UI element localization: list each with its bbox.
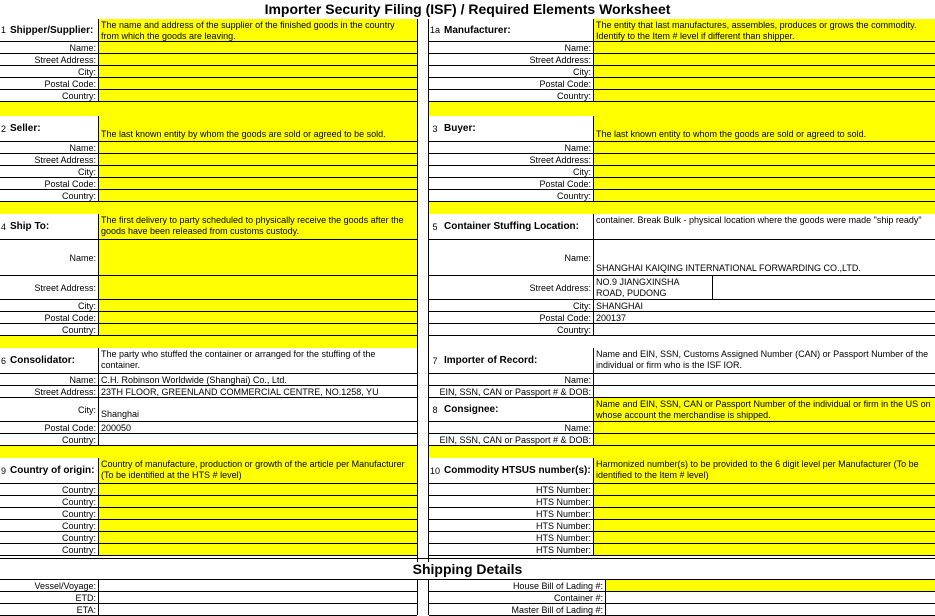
manufacturer-country-field[interactable] xyxy=(593,90,935,101)
origin-country-field-6[interactable] xyxy=(98,544,417,555)
importer-description: Name and EIN, SSN, Customs Assigned Number (CAN) or Passport Number of the individual or firm who is the ISF IOR. xyxy=(593,348,935,373)
consolidator-street-field[interactable]: 23TH FLOOR, GREENLAND COMMERCIAL CENTRE, NO.1258, YU xyxy=(98,386,417,397)
manufacturer-header: 1a Manufacturer: The entity that last manufactures, assembles, produces or grows the commodity. Identify to the Item # level if different than shipper. xyxy=(429,19,935,42)
buyer-description: The last known entity to whom the goods are sold or agreed to sold. xyxy=(593,116,935,141)
consolidator-description: The party who stuffed the container or arranged for the stuffing of the container. xyxy=(98,348,417,373)
ship-to-street-field[interactable] xyxy=(98,276,417,299)
stuffing-label: Container Stuffing Location: xyxy=(441,214,593,239)
seller-description: The last known entity by whom the goods are sold or agreed to be sold. xyxy=(98,116,417,141)
consignee-name-field[interactable] xyxy=(593,422,935,433)
importer-label: Importer of Record: xyxy=(441,348,593,373)
ship-to-country-field[interactable] xyxy=(98,324,417,335)
consolidator-city-field[interactable]: Shanghai xyxy=(98,398,417,421)
origin-country-field-3[interactable] xyxy=(98,508,417,519)
stuffing-postal-field[interactable]: 200137 xyxy=(593,312,935,323)
seller-city-field[interactable] xyxy=(98,166,417,177)
origin-country-field-2[interactable] xyxy=(98,496,417,507)
shipper-street-row: Street Address: xyxy=(0,54,417,66)
shipping-left: Vessel/Voyage: ETD: ETA: xyxy=(0,580,418,615)
stuffing-country-field[interactable] xyxy=(593,324,935,335)
stuffing-name-field[interactable]: SHANGHAI KAIQING INTERNATIONAL FORWARDING CO.,LTD. xyxy=(593,240,935,275)
manufacturer-label: Manufacturer: xyxy=(441,19,593,41)
shipper-city-row: City: xyxy=(0,66,417,78)
left-column: 1 Shipper/Supplier: The name and address of the supplier of the finished goods in the country from which the goods are leaving. Name: Street Address: City: Postal Code: Country: 2 Seller: The last known entity by whom the goods are sold or agreed to be sold. Name: Street Address: City: Postal Code: Country: 4 Ship To: The first delivery to party scheduled to physically receive the goods after the goods have been released from customs custody. Name: Street Address: City: Postal Code: Country: 6 Consolidator: The party who stuffed the container or arranged for the stuffing of the container. Name: C.H. Robinson Worldwide (Shanghai) Co., Ltd. Street Address: 23TH FLOOR, GREENLAND COMMERCIAL CENTRE, NO.1258, YU City: Shanghai Postal Code: 200050 Country: 9 Country of origin: Country of manufacture, production or growth of the article per Manufacturer (To be identified at the HTS # level) Country: Country: Country: Country: Country: Country: xyxy=(0,19,418,562)
seller-name-field[interactable] xyxy=(98,142,417,153)
stuffing-city-field[interactable]: SHANGHAI xyxy=(593,300,935,311)
seller-label: Seller: xyxy=(7,116,98,141)
section-number: 1 xyxy=(0,25,6,35)
origin-country-field-4[interactable] xyxy=(98,520,417,531)
seller-header: 2 Seller: The last known entity by whom the goods are sold or agreed to be sold. xyxy=(0,116,417,142)
shipper-name-row: Name: xyxy=(0,42,417,54)
master-bill-field[interactable] xyxy=(605,604,935,615)
consignee-description: Name and EIN, SSN, CAN or Passport Number of the individual or firm in the US on whose account the merchandise is shipped. xyxy=(593,398,935,421)
shipping-right: House Bill of Lading #: Container #: Master Bill of Lading #: xyxy=(428,580,935,615)
manufacturer-street-field[interactable] xyxy=(593,54,935,65)
importer-header: 7 Importer of Record: Name and EIN, SSN, Customs Assigned Number (CAN) or Passport Number of the individual or firm who is the ISF IOR. xyxy=(429,348,935,374)
origin-description: Country of manufacture, production or growth of the article per Manufacturer (To be identified at the HTS # level) xyxy=(98,458,417,483)
origin-country-field-5[interactable] xyxy=(98,532,417,543)
consolidator-name-field[interactable]: C.H. Robinson Worldwide (Shanghai) Co., Ltd. xyxy=(98,374,417,385)
eta-field[interactable] xyxy=(98,604,417,615)
shipper-country-row: Country: xyxy=(0,90,417,102)
manufacturer-name-field[interactable] xyxy=(593,42,935,53)
ship-to-description: The first delivery to party scheduled to physically receive the goods after the goods have been released from customs custody. xyxy=(98,214,417,239)
consolidator-postal-field[interactable]: 200050 xyxy=(98,422,417,433)
ship-to-header: 4 Ship To: The first delivery to party scheduled to physically receive the goods after the goods have been released from customs custody. xyxy=(0,214,417,240)
shipping-details-title: Shipping Details xyxy=(0,558,935,580)
hts-label: Commodity HTSUS number(s): xyxy=(441,458,593,483)
hts-number-field-1[interactable] xyxy=(593,484,935,495)
consignee-label: Consignee: xyxy=(441,398,593,421)
shipper-header xyxy=(0,19,417,42)
shipper-street-field[interactable] xyxy=(98,54,417,65)
importer-name-field[interactable] xyxy=(593,374,935,385)
ship-to-city-field[interactable] xyxy=(98,300,417,311)
buyer-street-field[interactable] xyxy=(593,154,935,165)
vessel-voyage-field[interactable] xyxy=(98,580,417,591)
container-number-field[interactable] xyxy=(605,592,935,603)
stuffing-street-line-1: NO.9 JIANGXINSHA xyxy=(596,277,680,287)
origin-country-field-1[interactable] xyxy=(98,484,417,495)
hts-header: 10 Commodity HTSUS number(s): Harmonized number(s) to be provided to the 6 digit level per Manufacturer (To be identified to the Item # level) xyxy=(429,458,935,484)
stuffing-street-line-2: ROAD, PUDONG xyxy=(596,288,667,298)
shipper-label: Shipper/Supplier: xyxy=(7,19,98,41)
shipper-name-field[interactable] xyxy=(98,42,417,53)
origin-label: Country of origin: xyxy=(7,458,98,483)
consignee-header: 8 Consignee: Name and EIN, SSN, CAN or Passport Number of the individual or firm in the US on whose account the merchandise is shipped. xyxy=(429,398,935,422)
hts-number-field-3[interactable] xyxy=(593,508,935,519)
seller-street-field[interactable] xyxy=(98,154,417,165)
stuffing-header: 5 Container Stuffing Location: container. Break Bulk - physical location where the goods were made "ship ready" xyxy=(429,214,935,240)
hts-number-field-5[interactable] xyxy=(593,532,935,543)
stuffing-description: container. Break Bulk - physical location where the goods were made "ship ready" xyxy=(593,214,935,239)
consolidator-header: 6 Consolidator: The party who stuffed the container or arranged for the stuffing of the container. xyxy=(0,348,417,374)
buyer-postal-field[interactable] xyxy=(593,178,935,189)
right-column: 1a Manufacturer: The entity that last manufactures, assembles, produces or grows the commodity. Identify to the Item # level if different than shipper. Name: Street Address: City: Postal Code: Country: 3 Buyer: The last known entity to whom the goods are sold or agreed to sold. Name: Street Address: City: Postal Code: Country: 5 Container Stuffing Location: container. Break Bulk - physical location where the goods were made "ship ready" Name: SHANGHAI KAIQING INTERNATIONAL FORWARDING CO.,LTD. Street Address: NO.9 JIANGXINSHA ROAD, PUDONG City: SHANGHAI Postal Code: 200137 Country: 7 Importer of Record: Name and EIN, SSN, Customs Assigned Number (CAN) or Passport Number of the individual or firm who is the ISF IOR. Name: EIN, SSN, CAN or Passport # & DOB: 8 Consignee: Name and EIN, SSN, CAN or Passport Number of the individual or firm in the US on whose account the merchandise is shipped. Name: EIN, SSN, CAN or Passport # & DOB: 10 Commodity HTSUS number(s): Harmonized number(s) to be provided to the 6 digit level per Manufacturer (To be identified to the Item # level) HTS Number: HTS Number: HTS Number: HTS Number: HTS Number: HTS Number: xyxy=(428,19,935,562)
shipper-city-field[interactable] xyxy=(98,66,417,77)
spacer xyxy=(0,102,417,116)
hts-number-field-4[interactable] xyxy=(593,520,935,531)
ship-to-postal-field[interactable] xyxy=(98,312,417,323)
stuffing-street-extra xyxy=(713,276,935,299)
importer-ein-field[interactable] xyxy=(593,386,935,397)
seller-postal-field[interactable] xyxy=(98,178,417,189)
seller-country-field[interactable] xyxy=(98,190,417,201)
buyer-header: 3 Buyer: The last known entity to whom the goods are sold or agreed to sold. xyxy=(429,116,935,142)
worksheet-title: Importer Security Filing (ISF) / Required Elements Worksheet xyxy=(264,1,671,17)
house-bill-field[interactable] xyxy=(605,580,935,591)
manufacturer-postal-field[interactable] xyxy=(593,78,935,89)
etd-field[interactable] xyxy=(98,592,417,603)
shipper-postal-row: Postal Code: xyxy=(0,78,417,90)
shipper-description: The name and address of the supplier of the finished goods in the country from which the goods are leaving. xyxy=(98,19,417,41)
buyer-city-field[interactable] xyxy=(593,166,935,177)
shipper-country-field[interactable] xyxy=(98,90,417,101)
ship-to-name-field[interactable] xyxy=(98,240,417,275)
origin-header: 9 Country of origin: Country of manufacture, production or growth of the article per Manufacturer (To be identified at the HTS # level) xyxy=(0,458,417,484)
shipper-postal-field[interactable] xyxy=(98,78,417,89)
hts-number-field-2[interactable] xyxy=(593,496,935,507)
stuffing-street-field[interactable] xyxy=(593,276,713,299)
hts-number-field-6[interactable] xyxy=(593,544,935,555)
consolidator-country-field[interactable] xyxy=(98,434,417,445)
manufacturer-city-field[interactable] xyxy=(593,66,935,77)
buyer-label: Buyer: xyxy=(441,116,593,141)
buyer-name-field[interactable] xyxy=(593,142,935,153)
manufacturer-description: The entity that last manufactures, assembles, produces or grows the commodity. Identify to the Item # level if different than shipper. xyxy=(593,19,935,41)
hts-description: Harmonized number(s) to be provided to the 6 digit level per Manufacturer (To be identified to the Item # level) xyxy=(593,458,935,483)
buyer-country-field[interactable] xyxy=(593,190,935,201)
consignee-ein-field[interactable] xyxy=(593,434,935,445)
consolidator-label: Consolidator: xyxy=(7,348,98,373)
ship-to-label: Ship To: xyxy=(7,214,98,239)
